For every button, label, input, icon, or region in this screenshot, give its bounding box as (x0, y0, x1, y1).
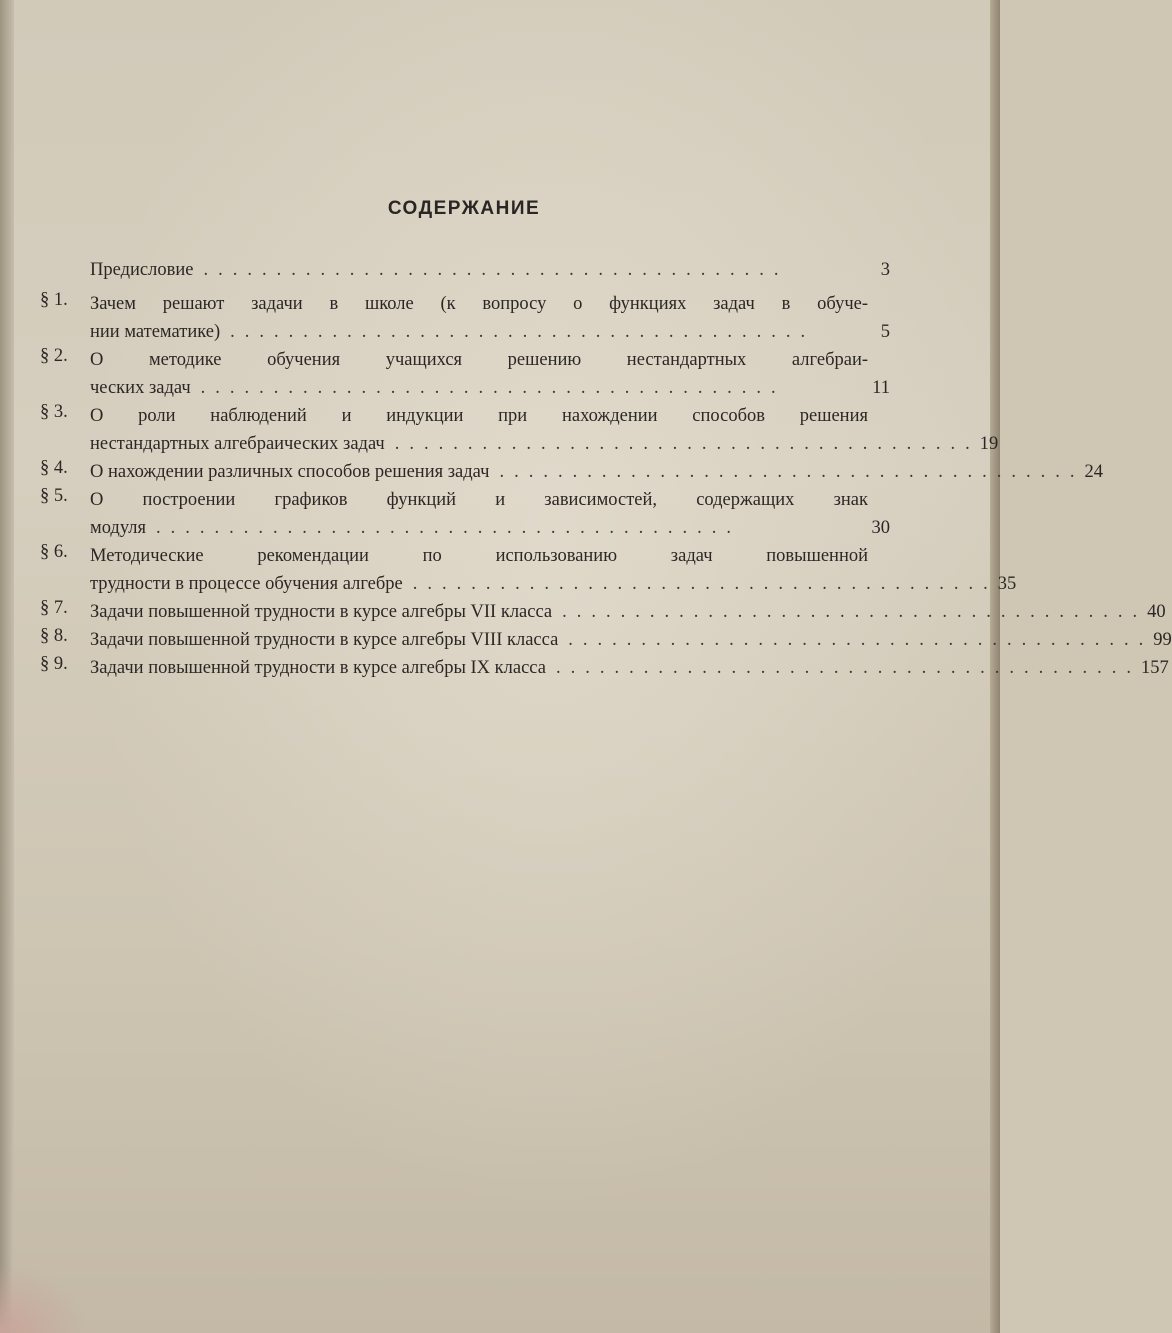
toc-entry (40, 346, 890, 402)
section-number: § 1. (40, 290, 68, 310)
page-title: СОДЕРЖАНИЕ (387, 198, 541, 219)
entry-title-line: ческих задач (90, 378, 191, 398)
dot-leader: ........................................ (562, 602, 1148, 622)
entry-title-line: О методике обучения учащихся решению нестандартных алгебраи- (90, 350, 868, 370)
section-number: § 3. (40, 402, 68, 422)
entry-title-line: нестандартных алгебраических задач (90, 434, 385, 454)
dot-leader: ........................................ (568, 630, 1154, 650)
entry-title-line: трудности в процессе обучения алгебре (90, 574, 403, 594)
section-number: § 5. (40, 486, 68, 506)
entry-title-line: О нахождении различных способов решения задач (90, 462, 490, 482)
section-number: § 2. (40, 346, 68, 366)
entry-title-line: Задачи повышенной трудности в курсе алгебры VIII класса (90, 630, 559, 650)
dot-leader: ........................................ (394, 434, 980, 454)
section-number: § 7. (40, 598, 68, 618)
page-number: 3 (880, 260, 890, 280)
toc-entry (40, 290, 890, 346)
section-number: § 4. (40, 458, 68, 478)
dot-leader: ........................................ (203, 260, 789, 280)
toc-entry (40, 486, 890, 542)
entry-title-line: Зачем решают задачи в школе (к вопросу о функциях задач в обуче- (90, 294, 868, 314)
entry-title-line: О построении графиков функций и зависимостей, содержащих знак (90, 490, 868, 510)
table-of-contents (40, 256, 1172, 682)
entry-title-line: Задачи повышенной трудности в курсе алгебры VII класса (90, 602, 553, 622)
page-number: 30 (871, 518, 890, 538)
toc-entry (40, 402, 999, 458)
toc-entry (40, 256, 890, 284)
page-number: 24 (1084, 462, 1103, 482)
toc-entry (40, 542, 1017, 598)
dot-leader: ........................................ (200, 378, 786, 398)
page-number: 35 (997, 574, 1017, 594)
page-number: 157 (1140, 658, 1169, 678)
section-number: § 8. (40, 626, 68, 646)
entry-title-line: модуля (90, 518, 147, 538)
page-number: 40 (1147, 602, 1166, 622)
entry-title-line: нии математике) (90, 322, 221, 342)
page-corner-shadow (0, 1263, 90, 1333)
page-number: 19 (979, 434, 999, 454)
page-number: 11 (872, 378, 890, 398)
dot-leader: ........................................ (156, 518, 742, 538)
entry-title-line: Предисловие (90, 260, 194, 280)
entry-title-line: Задачи повышенной трудности в курсе алгебры IX класса (90, 658, 546, 678)
page-number: 5 (880, 322, 890, 342)
section-number: § 6. (40, 542, 68, 562)
toc-entry (40, 626, 1172, 654)
dot-leader: ........................................ (555, 658, 1141, 678)
toc-entry (40, 458, 1103, 486)
entry-title-line: О роли наблюдений и индукции при нахождении способов решения (90, 406, 868, 426)
page-number: 99 (1153, 630, 1172, 650)
toc-entry (40, 598, 1166, 626)
dot-leader: ........................................ (499, 462, 1085, 482)
toc-entry (40, 654, 1169, 682)
dot-leader: ........................................ (412, 574, 998, 594)
section-number: § 9. (40, 654, 68, 674)
entry-title-line: Методические рекомендации по использованию задач повышенной (90, 546, 868, 566)
dot-leader: ........................................ (230, 322, 816, 342)
